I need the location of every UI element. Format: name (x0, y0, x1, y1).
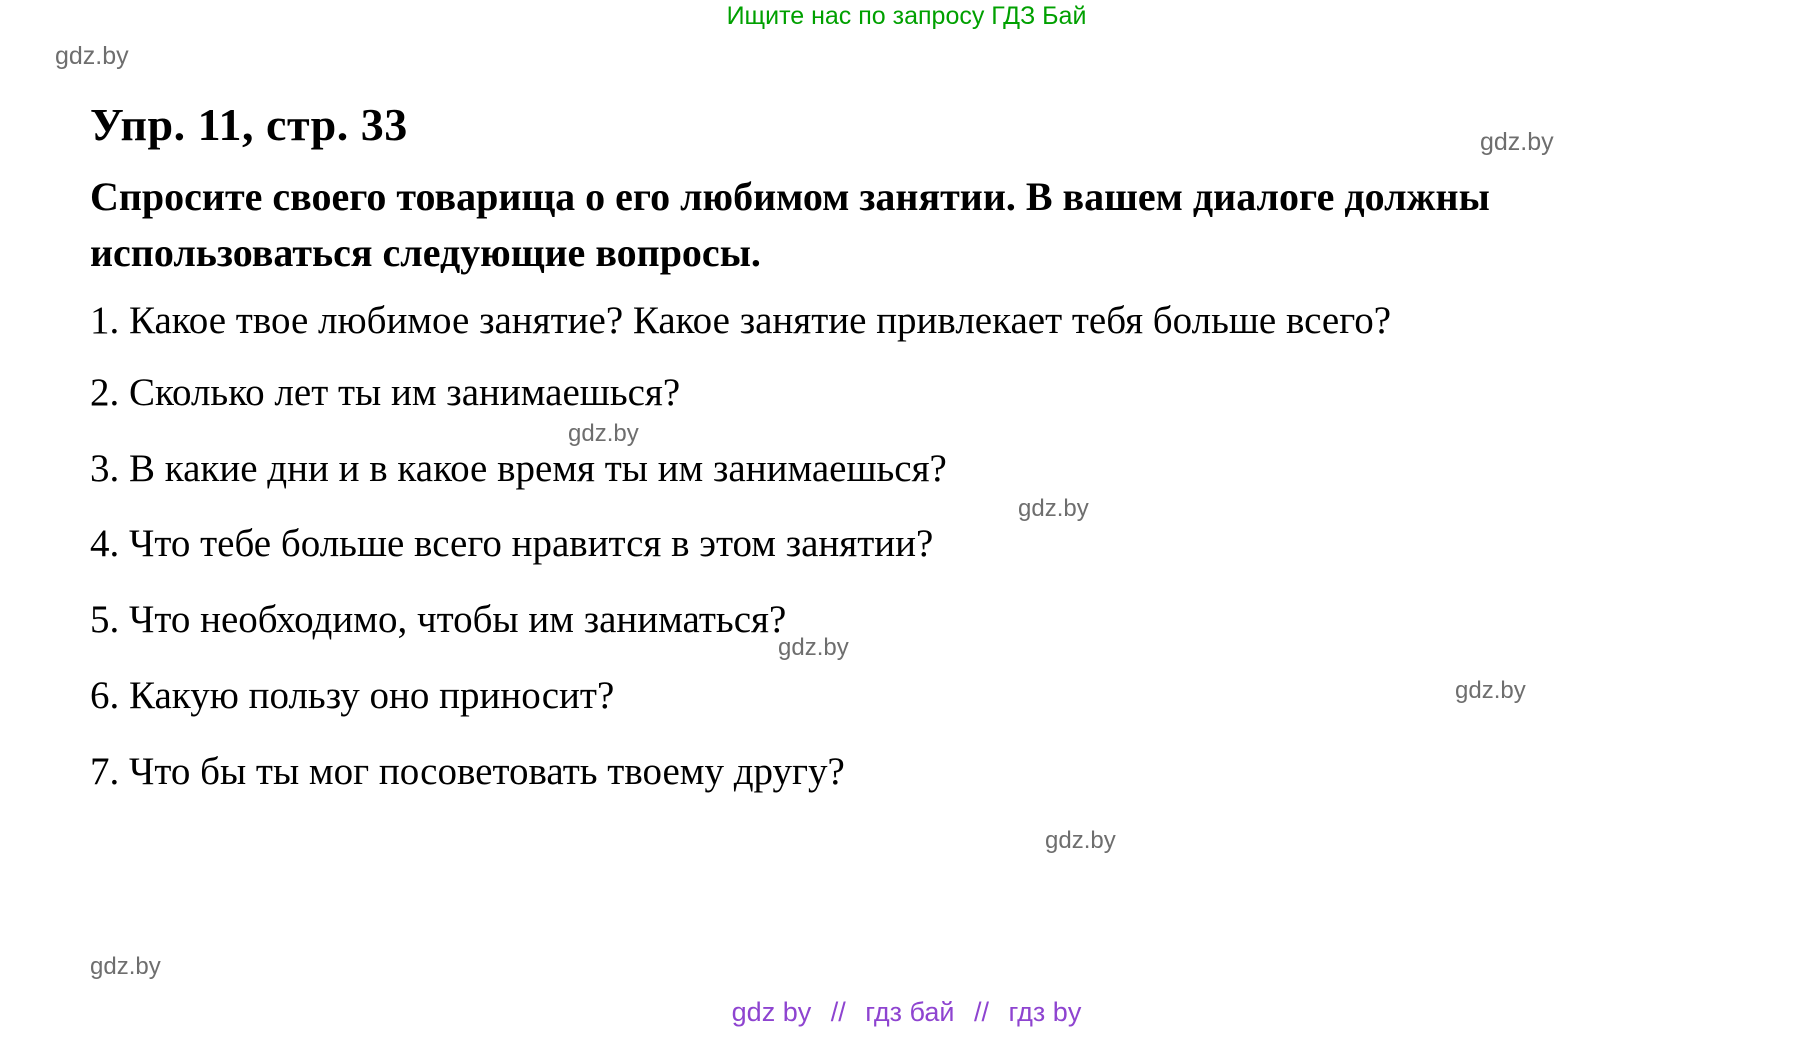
watermark-mid-3: gdz.by (778, 634, 849, 661)
page-title: Упр. 11, стр. 33 (90, 99, 408, 150)
footer-separator-1: // (830, 997, 846, 1027)
list-item: 7. Что бы ты мог посоветовать твоему другу? (90, 749, 845, 793)
watermark-bottom-left: gdz.by (90, 953, 161, 980)
task-statement: Спросите своего товарища о его любимом занятии. В вашем диалоге должны использоваться следующие вопросы. (90, 173, 1490, 276)
list-item: 1. Какое твое любимое занятие? Какое занятие привлекает тебя больше всего? (90, 299, 1392, 343)
watermark-mid-4: gdz.by (1455, 677, 1526, 704)
exercise-content (90, 100, 1730, 818)
watermark-mid-1: gdz.by (568, 420, 639, 447)
list-item: 4. Что тебе больше всего нравится в этом занятии? (90, 522, 934, 566)
footer-link-3[interactable]: гдз by (1008, 997, 1082, 1027)
list-item: 3. В какие дни и в какое время ты им занимаешься? (90, 446, 947, 490)
watermark-top-left: gdz.by (55, 42, 129, 70)
footer-link-1[interactable]: gdz by (731, 997, 812, 1027)
watermark-mid-5: gdz.by (1045, 827, 1116, 854)
footer-links (0, 997, 1813, 1028)
list-item: 5. Что необходимо, чтобы им заниматься? (90, 598, 787, 642)
footer-link-2[interactable]: гдз бай (865, 997, 955, 1027)
list-item: 6. Какую пользу оно приносит? (90, 673, 615, 717)
list-item: 2. Сколько лет ты им занимаешься? (90, 370, 681, 414)
question-list (90, 292, 1730, 800)
watermark-top-right: gdz.by (1480, 128, 1554, 156)
watermark-mid-2: gdz.by (1018, 495, 1089, 522)
footer-separator-2: // (974, 997, 990, 1027)
promo-banner: Ищите нас по запросу ГДЗ Бай (726, 2, 1087, 30)
